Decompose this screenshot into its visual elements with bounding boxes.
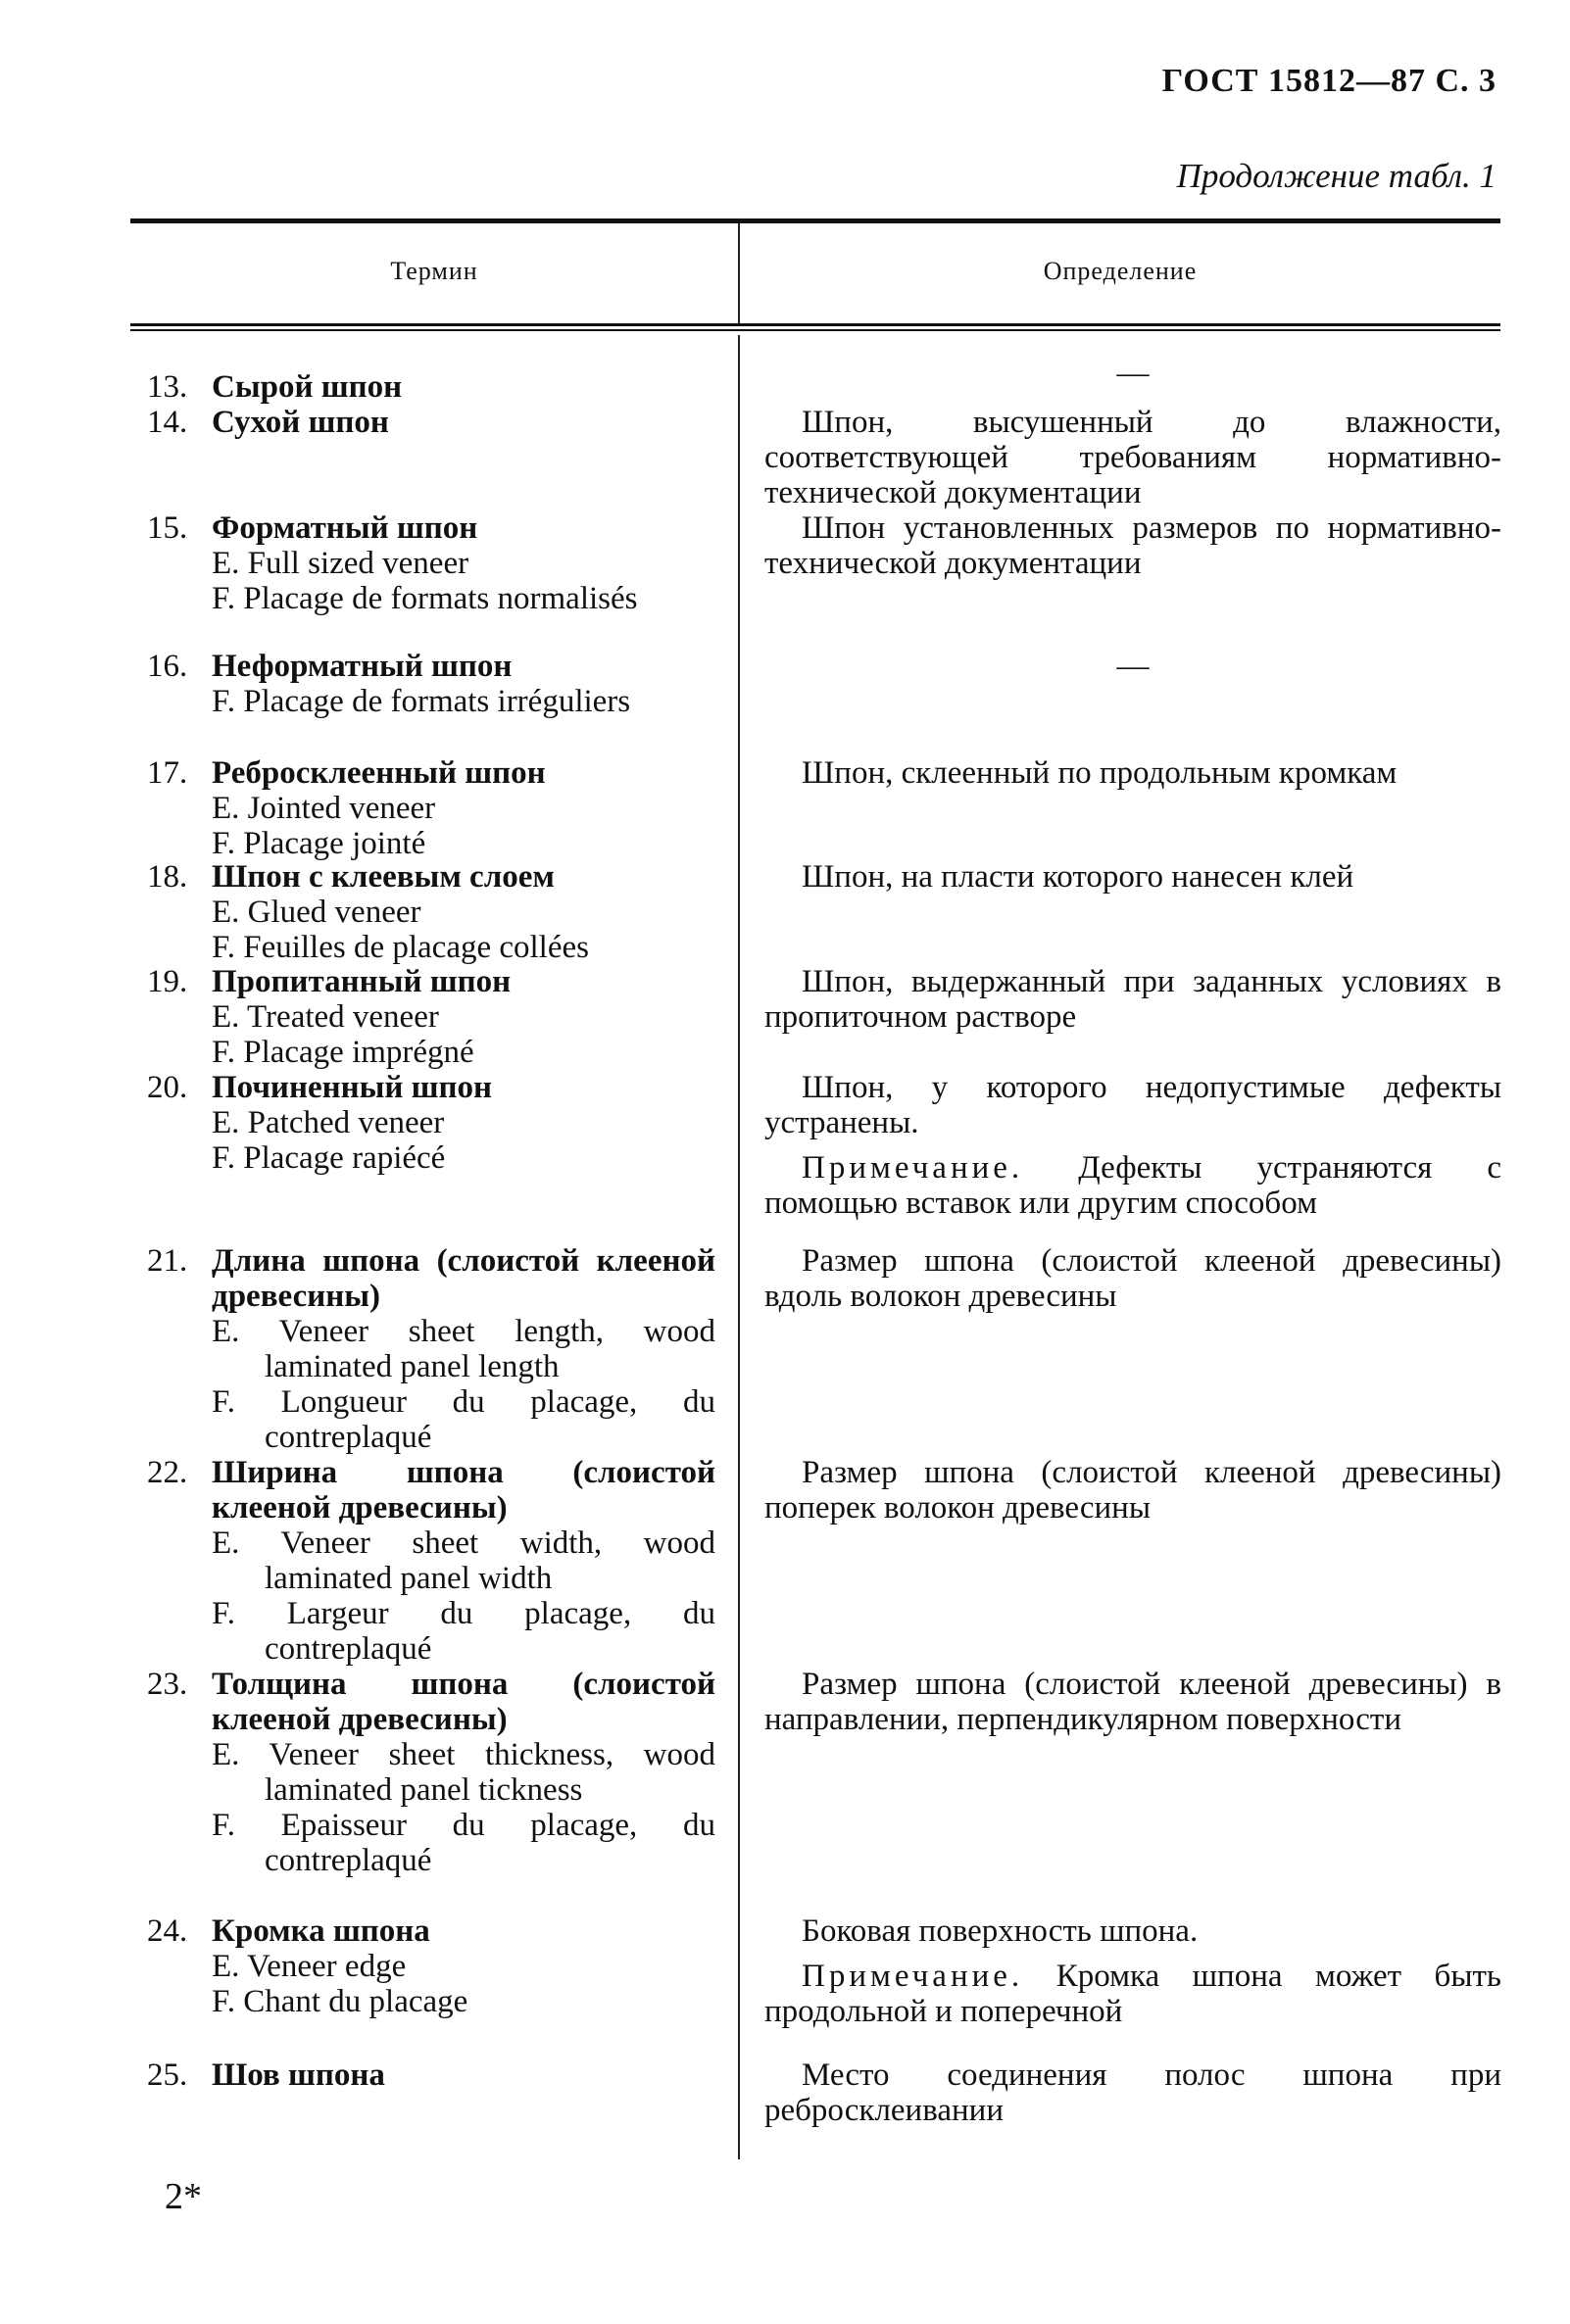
term-main — [147, 1913, 715, 1949]
term-cell — [147, 1913, 715, 2019]
term-number: 25. — [147, 2058, 188, 2093]
term-foreign-equivalent: F. Placage jointé — [212, 826, 426, 861]
definition-cell — [764, 510, 1501, 581]
term-cell — [147, 1070, 715, 1176]
definition-text: Шпон, склеенный по продольным кромкам — [802, 755, 1398, 791]
column-header-definition: Определение — [1043, 257, 1198, 285]
term-foreign-equivalent: F. Epaisseur du placage, du contreplaqué — [212, 1808, 715, 1878]
definition-text: — — [1116, 649, 1150, 684]
definition-note — [764, 1959, 1501, 2029]
definition-cell — [764, 859, 1501, 895]
term-main — [147, 510, 715, 546]
term-foreign-equivalent: F. Feuilles de placage collées — [212, 930, 589, 965]
term-russian: Сухой шпон — [212, 405, 389, 440]
term-foreign-equivalent: E. Veneer edge — [212, 1949, 407, 1984]
definition-text: — — [1116, 356, 1150, 391]
term-cell — [147, 1455, 715, 1667]
term-number: 13. — [147, 369, 188, 405]
term-cell — [147, 2058, 715, 2093]
table-continuation-caption: Продолжение табл. 1 — [1176, 157, 1496, 195]
definition-cell — [764, 649, 1501, 684]
term-foreign-equivalent: E. Full sized veneer — [212, 546, 469, 581]
term-foreign-equivalent: F. Placage de formats irréguliers — [212, 684, 631, 719]
term-cell — [147, 649, 715, 719]
term-foreign-equivalent: E. Veneer sheet length, wood laminated panel length — [212, 1314, 715, 1384]
definition-text: Размер шпона (слоистой клееной древесины) вдоль волокон древесины — [764, 1243, 1501, 1314]
definition-text: Шпон, у которого недопустимые дефекты устранены. — [764, 1070, 1501, 1140]
term-main — [147, 964, 715, 999]
definition-text: Шпон установленных размеров по нормативно-технической документации — [764, 510, 1501, 581]
term-cell — [147, 964, 715, 1070]
term-russian: Сырой шпон — [212, 369, 403, 405]
term-foreign-equivalent: F. Placage rapiécé — [212, 1140, 446, 1176]
term-russian: Шпон с клеевым слоем — [212, 859, 555, 895]
term-number: 15. — [147, 510, 188, 546]
term-main — [147, 649, 715, 684]
note-label: Примечание. — [802, 1150, 1024, 1186]
definition-cell — [764, 1667, 1501, 1737]
page-signature-mark: 2* — [165, 2176, 202, 2217]
definition-cell — [764, 2058, 1501, 2128]
term-foreign-equivalent: E. Glued veneer — [212, 895, 421, 930]
table-top-rule — [130, 218, 1500, 223]
term-foreign-equivalent: E. Patched veneer — [212, 1105, 445, 1140]
definition-text: Боковая поверхность шпона. — [802, 1913, 1199, 1949]
term-cell — [147, 510, 715, 616]
term-cell — [147, 405, 715, 440]
term-main — [147, 369, 715, 405]
definition-text: Размер шпона (слоистой клееной древесины) в направлении, перпендикулярном поверхности — [764, 1667, 1501, 1737]
term-main — [147, 405, 715, 440]
term-foreign-equivalent: F. Largeur du placage, du contreplaqué — [212, 1596, 715, 1667]
term-foreign-equivalent: E. Veneer sheet width, wood laminated panel width — [212, 1525, 715, 1596]
body-column-divider — [738, 335, 740, 2159]
note-label: Примечание. — [802, 1959, 1024, 1994]
term-foreign-equivalent: E. Treated veneer — [212, 999, 439, 1035]
term-russian: Толщина шпона (слоистой клееной древесины) — [212, 1667, 715, 1737]
term-russian: Пропитанный шпон — [212, 964, 512, 999]
note-text: Дефекты устраняются с помощью вставок или другим способом — [764, 1150, 1501, 1221]
term-russian: Починенный шпон — [212, 1070, 493, 1105]
running-header: ГОСТ 15812—87 С. 3 — [1161, 63, 1496, 99]
term-cell — [147, 859, 715, 965]
term-number: 17. — [147, 755, 188, 791]
term-russian: Неформатный шпон — [212, 649, 513, 684]
term-main — [147, 2058, 715, 2093]
definition-text: Шпон, выдержанный при заданных условиях в пропиточном растворе — [764, 964, 1501, 1035]
term-number: 24. — [147, 1913, 188, 1949]
definition-text: Размер шпона (слоистой клееной древесины) поперек волокон древесины — [764, 1455, 1501, 1525]
term-cell — [147, 369, 715, 405]
definition-cell — [764, 964, 1501, 1035]
definition-cell — [764, 356, 1501, 391]
term-number: 18. — [147, 859, 188, 895]
term-russian: Шов шпона — [212, 2058, 385, 2093]
definition-cell — [764, 1243, 1501, 1314]
term-cell — [147, 1243, 715, 1455]
definition-text: Место соединения полос шпона при ребросклеивании — [764, 2058, 1501, 2128]
term-main — [147, 1243, 715, 1314]
term-foreign-equivalent: F. Placage de formats normalisés — [212, 581, 638, 616]
term-main — [147, 755, 715, 791]
term-russian: Кромка шпона — [212, 1913, 430, 1949]
term-main — [147, 1667, 715, 1737]
definition-cell — [764, 1913, 1501, 2029]
term-russian: Ширина шпона (слоистой клееной древесины) — [212, 1455, 715, 1525]
term-number: 23. — [147, 1667, 188, 1702]
definition-note — [764, 1150, 1501, 1221]
term-cell — [147, 755, 715, 861]
term-foreign-equivalent: F. Longueur du placage, du contreplaqué — [212, 1384, 715, 1455]
term-russian: Форматный шпон — [212, 510, 478, 546]
term-foreign-equivalent: F. Placage imprégné — [212, 1035, 474, 1070]
term-number: 20. — [147, 1070, 188, 1105]
header-bottom-rule — [130, 323, 1500, 326]
term-number: 21. — [147, 1243, 188, 1279]
definition-cell — [764, 1455, 1501, 1525]
term-number: 16. — [147, 649, 188, 684]
term-main — [147, 859, 715, 895]
header-bottom-rule-double — [130, 329, 1500, 331]
term-russian: Длина шпона (слоистой клееной древесины) — [212, 1243, 715, 1314]
term-foreign-equivalent: E. Jointed veneer — [212, 791, 436, 826]
term-main — [147, 1455, 715, 1525]
term-foreign-equivalent: E. Veneer sheet thickness, wood laminated panel tickness — [212, 1737, 715, 1808]
term-foreign-equivalent: F. Chant du placage — [212, 1984, 468, 2019]
term-russian: Ребросклеенный шпон — [212, 755, 546, 791]
note-text: Кромка шпона может быть продольной и поперечной — [764, 1959, 1501, 2029]
definition-cell — [764, 1070, 1501, 1221]
definition-text: Шпон, на пласти которого нанесен клей — [802, 859, 1354, 895]
term-number: 14. — [147, 405, 188, 440]
column-header-term: Термин — [390, 257, 478, 285]
definition-cell — [764, 405, 1501, 510]
definition-text: Шпон, высушенный до влажности, соответствующей требованиям нормативно-технической документации — [764, 405, 1501, 510]
definition-cell — [764, 755, 1501, 791]
term-number: 22. — [147, 1455, 188, 1490]
term-main — [147, 1070, 715, 1105]
term-cell — [147, 1667, 715, 1878]
term-number: 19. — [147, 964, 188, 999]
